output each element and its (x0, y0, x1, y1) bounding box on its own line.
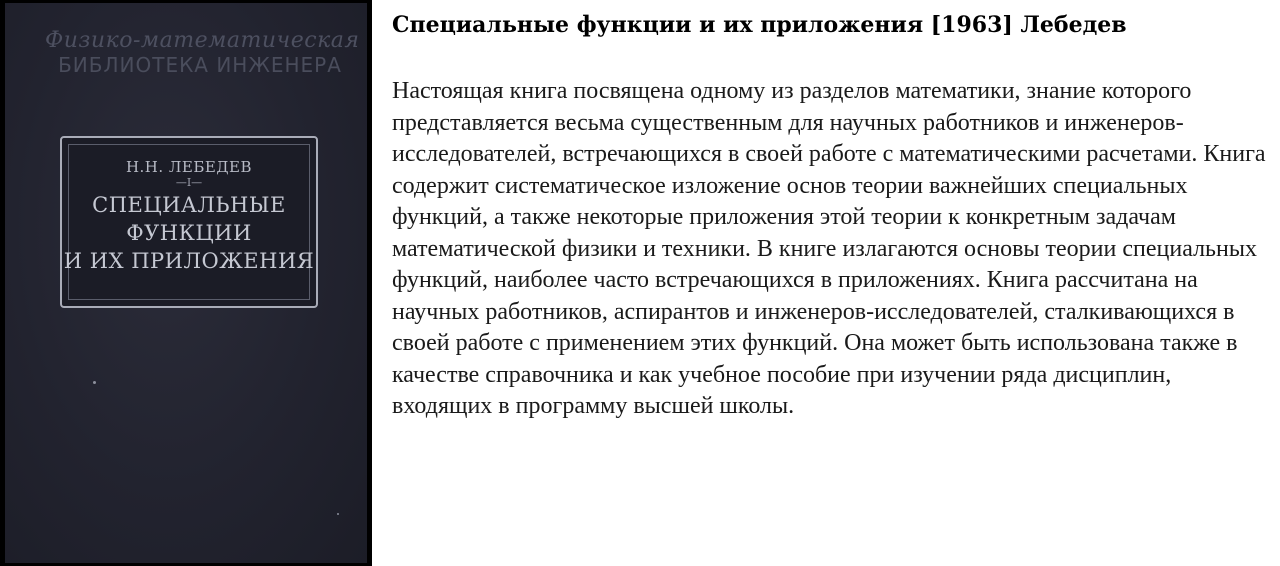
book-cover-image (0, 0, 372, 566)
cover-speck (337, 513, 339, 515)
book-cover (5, 3, 367, 563)
cover-title-line-3: И ИХ ПРИЛОЖЕНИЯ (63, 249, 315, 273)
cover-author: Н.Н. ЛЕБЕДЕВ (125, 158, 253, 176)
book-info (392, 0, 1272, 566)
cover-series-line-1: Физико-математическая (45, 28, 360, 53)
book-description: Настоящая книга посвящена одному из разделов математики, знание которого представляется весьма существенным для научных работников и инженеров-исследователей, встречающихся в своей работе с математическими расчетами. Книга содержит систематическое изложение основ теории важнейших специальных функций, а также некоторые приложения этой теории к конкретным задачам математической физики и техники. В книге излагаются основы теории специальных функций, наиболее часто встречающихся в приложениях. Книга рассчитана на научных работников, аспирантов и инженеров-исследователей, сталкивающихся в своей работе с применением этих функций. Она может быть использована также в качестве справочника и как учебное пособие при изучении ряда дисциплин, входящих в программу высшей школы. (392, 78, 1266, 419)
book-title: Специальные функции и их приложения [1963] Лебедев (392, 12, 1127, 38)
cover-ornament: —I— (175, 176, 203, 189)
cover-speck (93, 381, 96, 384)
cover-title-line-1: СПЕЦИАЛЬНЫЕ (92, 193, 286, 217)
cover-title-line-2: ФУНКЦИИ (126, 221, 252, 245)
cover-title-panel (60, 136, 318, 308)
cover-series-line-2: БИБЛИОТЕКА ИНЖЕНЕРА (58, 53, 342, 77)
